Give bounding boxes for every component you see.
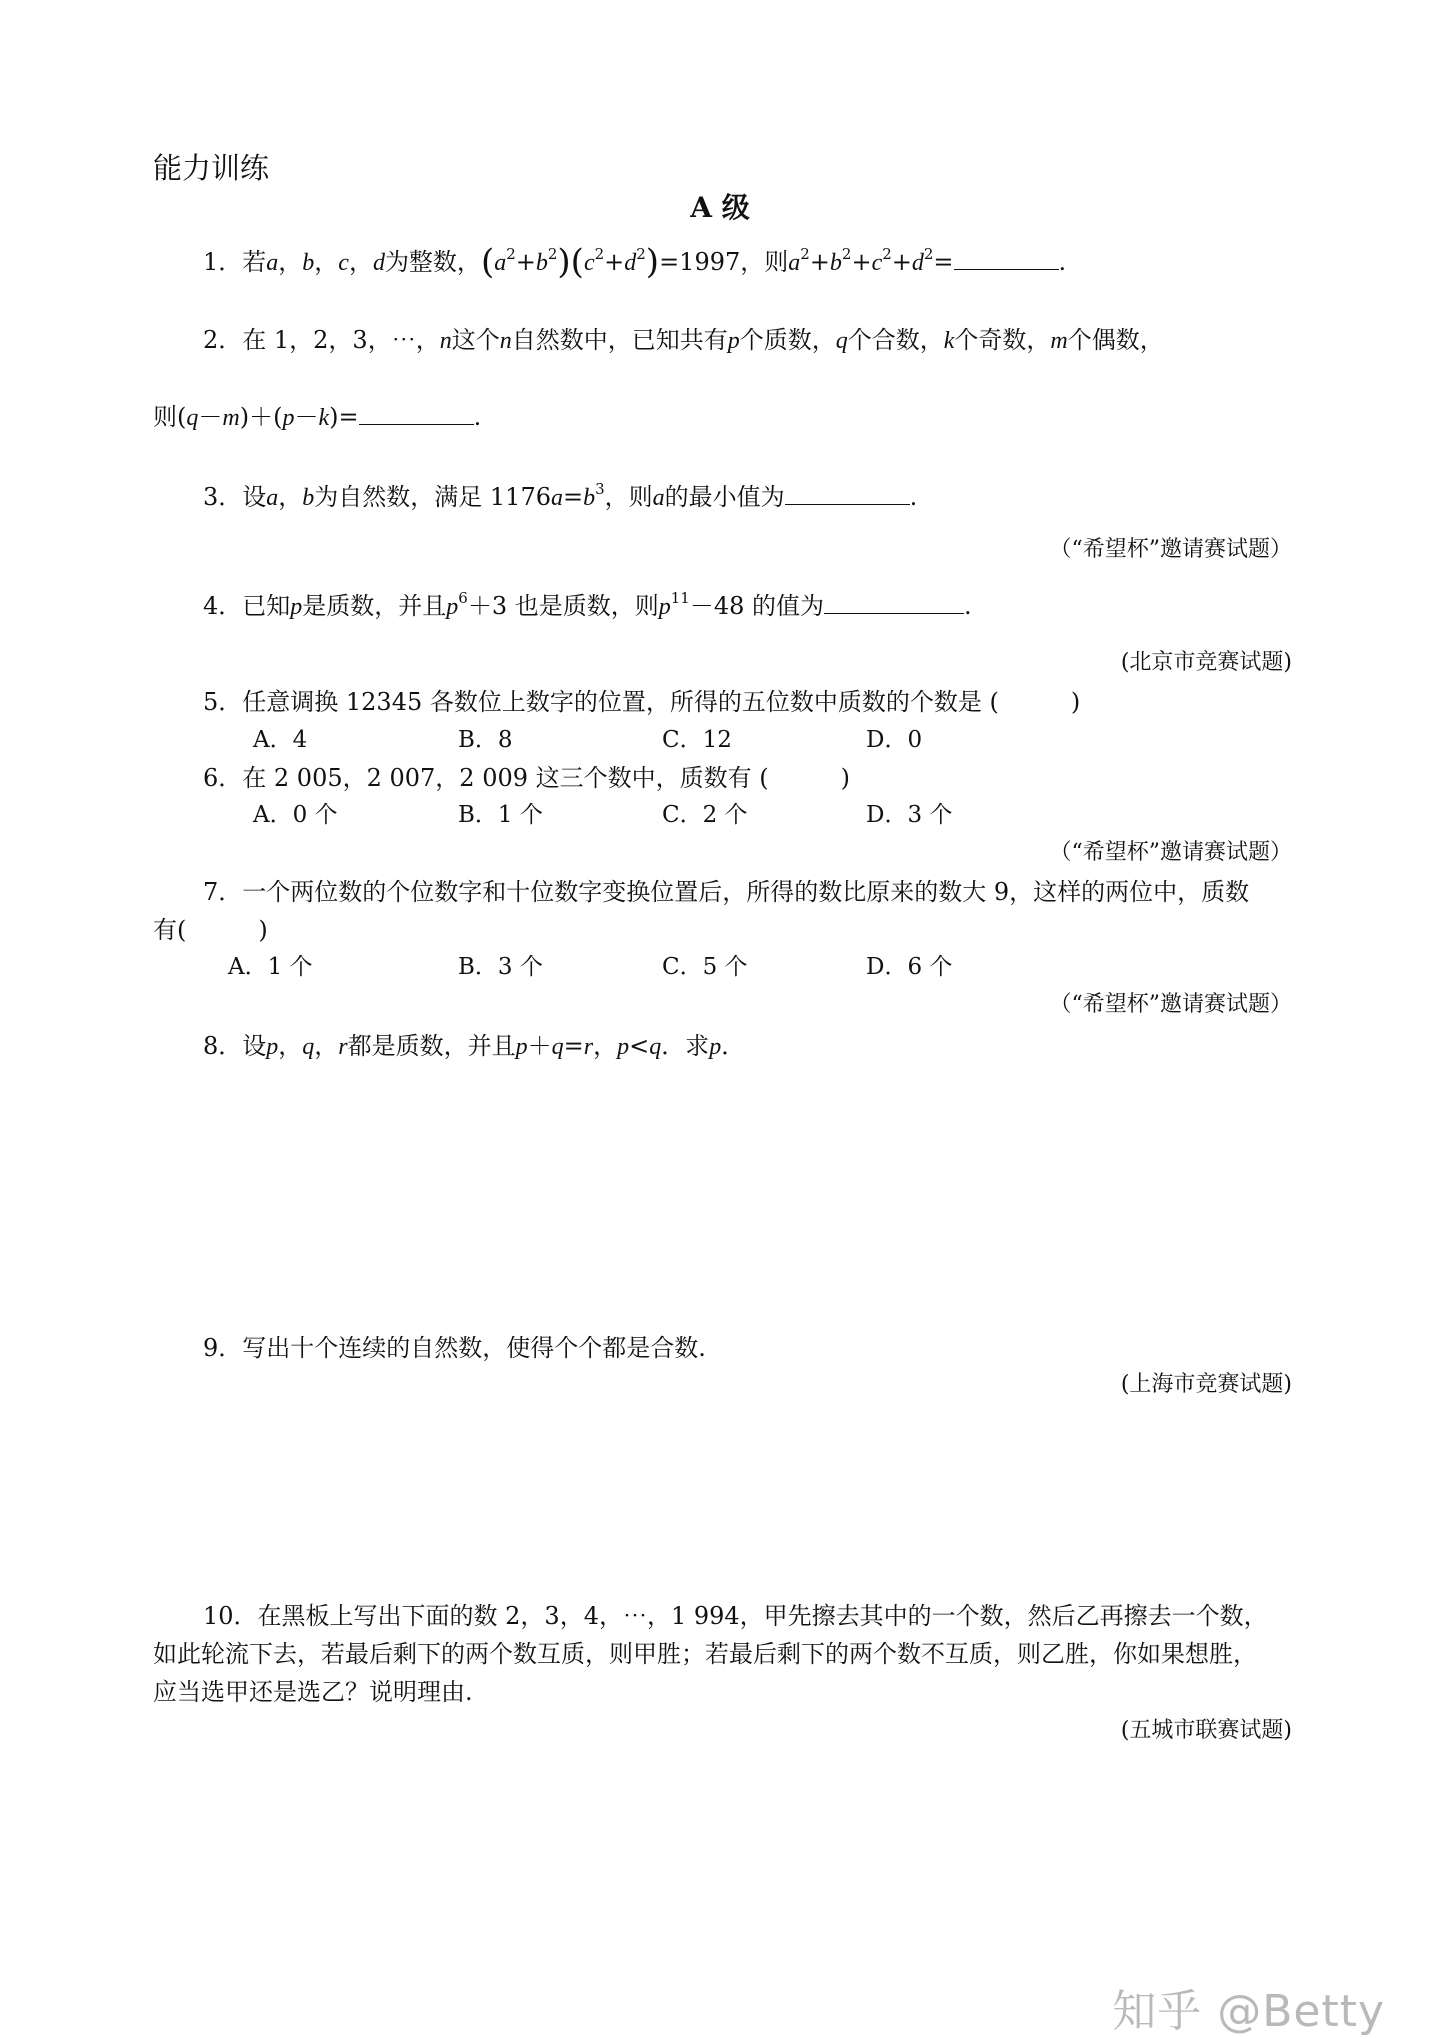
source-note: （“希望杯”邀请赛试题） — [1049, 992, 1292, 1017]
option-c[interactable]: C．12 — [662, 727, 732, 753]
question-8: 8．设p，q，r都是质数，并且p＋q=r，p<q．求p． — [203, 1032, 746, 1060]
answer-blank[interactable] — [359, 404, 474, 425]
source-note: (五城市联赛试题) — [1120, 1718, 1292, 1743]
option-d[interactable]: D．0 — [866, 727, 923, 753]
option-d[interactable]: D．6 个 — [866, 954, 953, 980]
question-2-line-1: 2．在 1，2，3，⋯，n这个n自然数中，已知共有p个质数，q个合数，k个奇数，m个偶数， — [203, 326, 1164, 354]
option-a[interactable]: A．1 个 — [228, 954, 313, 980]
page-title: 能力训练 — [153, 151, 270, 185]
source-note: (北京市竞赛试题) — [1120, 650, 1292, 675]
question-4: 4．已知p是质数，并且$p^6+3$ 也是质数，则$p^{11}-48$ 的值为 . — [203, 589, 972, 620]
answer-paren[interactable]: ( ) — [759, 764, 851, 792]
option-d[interactable]: D．3 个 — [866, 802, 953, 828]
option-a[interactable]: A．0 个 — [253, 802, 338, 828]
option-a[interactable]: A．4 — [253, 727, 308, 753]
question-10-line-2: 如此轮流下去，若最后剩下的两个数互质，则甲胜；若最后剩下的两个数不互质，则乙胜，你如果想胜， — [153, 1640, 1257, 1668]
option-b[interactable]: B．1 个 — [458, 802, 543, 828]
watermark: 知乎 @Betty — [1112, 1986, 1385, 2037]
source-note: （“希望杯”邀请赛试题） — [1049, 537, 1292, 562]
question-3: 3．设a，b为自然数，满足 $1176a=b^3$，则a的最小值为 . — [203, 480, 918, 511]
option-b[interactable]: B．8 — [458, 727, 513, 753]
option-c[interactable]: C．2 个 — [662, 802, 748, 828]
answer-blank[interactable] — [954, 249, 1059, 270]
option-c[interactable]: C．5 个 — [662, 954, 748, 980]
level-heading: A 级 — [690, 191, 750, 224]
source-note: (上海市竞赛试题) — [1120, 1372, 1292, 1397]
question-10-line-3: 应当选甲还是选乙？说明理由. — [153, 1678, 473, 1706]
answer-paren[interactable]: ( ) — [989, 688, 1081, 716]
source-note: （“希望杯”邀请赛试题） — [1049, 840, 1292, 865]
question-10-line-1: 10．在黑板上写出下面的数 2，3，4，⋯，1 994，甲先擦去其中的一个数，然后乙再擦去一个数， — [203, 1602, 1268, 1630]
answer-blank[interactable] — [824, 593, 964, 614]
question-5: 5．任意调换 12345 各数位上数字的位置，所得的五位数中质数的个数是 ( ) — [203, 688, 1081, 716]
question-9: 9．写出十个连续的自然数，使得个个都是合数. — [203, 1334, 706, 1362]
question-7-line-2: 有( ) — [153, 916, 268, 944]
answer-blank[interactable] — [785, 484, 910, 505]
question-2-line-2: 则(q－m)＋(p－k)= . — [153, 403, 482, 431]
question-6: 6．在 2 005，2 007，2 009 这三个数中，质数有 ( ) — [203, 764, 851, 792]
question-7-line-1: 7．一个两位数的个位数字和十位数字变换位置后，所得的数比原来的数大 9，这样的两位中，质数 — [203, 878, 1250, 906]
question-1: 1．若a，b，c，d为整数，$(a^2+b^2)(c^2+d^2)=1997$，则$a^2+b^2+c^2+d^2=$ . — [203, 242, 1067, 282]
option-b[interactable]: B．3 个 — [458, 954, 543, 980]
